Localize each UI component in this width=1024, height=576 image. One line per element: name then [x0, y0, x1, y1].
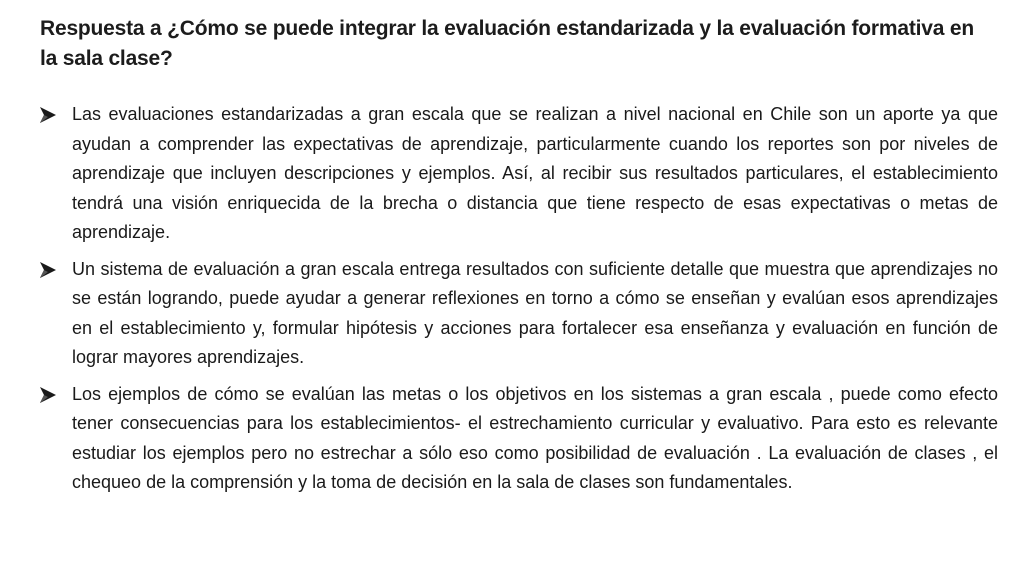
arrow-bullet-icon: [38, 260, 58, 280]
bullet-text: Los ejemplos de cómo se evalúan las metas o los objetivos en los sistemas a gran escala , puede como efecto tener consecuencias para los establecimientos- el estrechamiento curricular y evaluativo. Para esto es relevante estudiar los ejemplos pero no estrechar a sólo eso como posibilidad de evaluación . La evaluación de clases , el chequeo de la comprensión y la toma de decisión en la sala de clases son fundamentales.: [72, 383, 998, 492]
list-item: [38, 255, 998, 373]
list-item: [38, 380, 998, 498]
bullet-text: Las evaluaciones estandarizadas a gran escala que se realizan a nivel nacional en Chile son un aporte ya que ayudan a comprender las expectativas de aprendizaje, particularmente cuando los reportes son por niveles de aprendizaje que incluyen descripciones y ejemplos. Así, al recibir sus resultados particulares, el establecimiento tendrá una visión enriquecida de la brecha o distancia que tiene respecto de esas expectativas o metas de aprendizaje.: [72, 104, 998, 242]
bullet-list: [38, 100, 998, 505]
list-item: [38, 100, 998, 248]
arrow-bullet-icon: [38, 105, 58, 125]
arrow-bullet-icon: [38, 385, 58, 405]
bullet-text: Un sistema de evaluación a gran escala entrega resultados con suficiente detalle que muestra que aprendizajes no se están logrando, puede ayudar a generar reflexiones en torno a cómo se enseñan y evalúan esos aprendizajes en el establecimiento y, formular hipótesis y acciones para fortalecer esa enseñanza y evaluación en función de lograr mayores aprendizajes.: [72, 258, 998, 367]
slide-title: Respuesta a ¿Cómo se puede integrar la evaluación estandarizada y la evaluación formativa en la sala clase?: [40, 17, 974, 70]
